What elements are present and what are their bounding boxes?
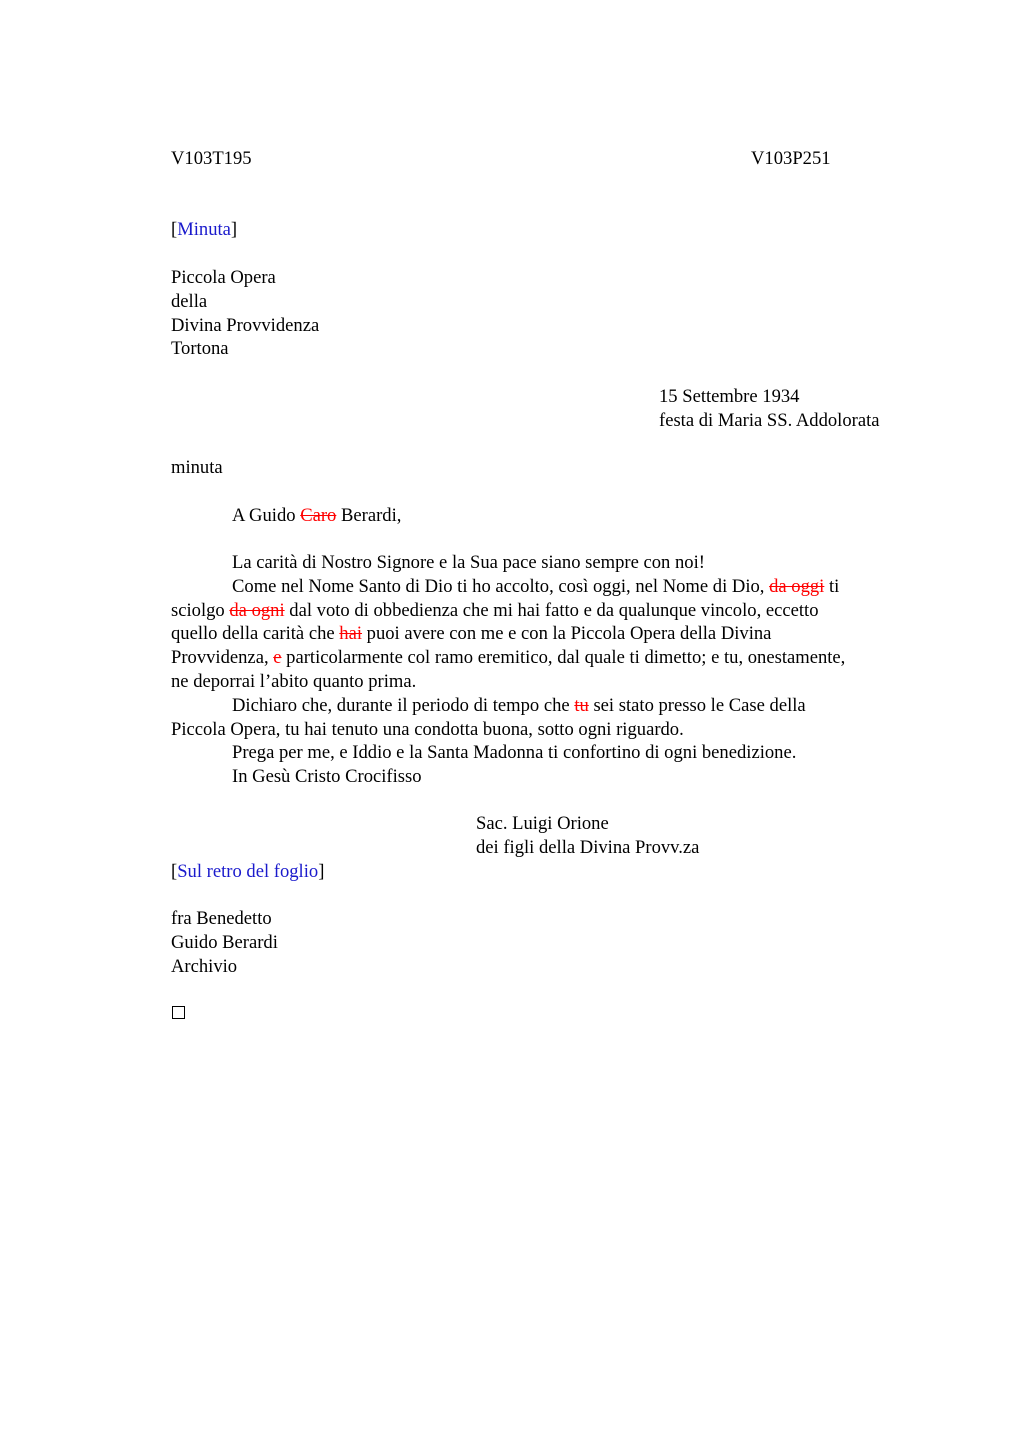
body-text: quello della carità che — [171, 623, 340, 645]
deleted-words: da ogni — [229, 599, 285, 621]
bracket-open: [ — [171, 219, 178, 240]
body-line — [171, 694, 931, 718]
body-text: sciolgo — [171, 599, 230, 621]
signature-name: Sac. Luigi Orione — [476, 813, 609, 834]
deleted-words: da oggi — [769, 575, 825, 597]
body-line — [171, 622, 931, 646]
body-text: sei stato presso le Case della — [588, 694, 806, 716]
date-block — [659, 385, 880, 433]
sender-line: Divina Provvidenza — [171, 314, 320, 336]
minuta-note — [171, 218, 237, 242]
body-text: Provvidenza, — [171, 647, 274, 669]
retro-note — [171, 860, 324, 884]
body-text: particolarmente col ramo eremitico, dal quale ti dimetto; e tu, onestamente, — [281, 647, 846, 669]
feast-line: festa di Maria SS. Addolorata — [659, 409, 880, 431]
minuta-label: minuta — [171, 457, 223, 478]
body-text: puoi avere con me e con la Piccola Opera della Divina — [362, 623, 772, 645]
document-code-right: V103P251 — [751, 148, 831, 169]
date-line: 15 Settembre 1934 — [659, 386, 800, 407]
greeting-line: La carità di Nostro Signore e la Sua pace siano sempre con noi! — [232, 552, 705, 573]
letter-body — [171, 551, 931, 789]
deleted-word: Caro — [300, 505, 337, 526]
sender-line: della — [171, 290, 208, 312]
retro-line: Archivio — [171, 955, 238, 977]
signature-title: dei figli della Divina Provv.za — [476, 836, 700, 858]
retro-note-text: Sul retro del foglio — [177, 861, 319, 882]
sender-line: Tortona — [171, 338, 229, 360]
deleted-word: tu — [574, 694, 589, 716]
salutation-text: Berardi, — [336, 505, 402, 526]
bracket-close: ] — [318, 861, 325, 882]
sender-line: Piccola Opera — [171, 267, 276, 288]
body-text: dal voto di obbedienza che mi hai fatto e da qualunque vincolo, eccetto — [284, 599, 819, 621]
body-text: Come nel Nome Santo di Dio ti ho accolto, così oggi, nel Nome di Dio, — [232, 575, 770, 597]
body-line — [171, 599, 931, 623]
deleted-word: e — [273, 647, 282, 669]
document-code-left: V103T195 — [171, 148, 252, 169]
body-line: Prega per me, e Iddio e la Santa Madonna ti confortino di ogni benedizione. — [232, 742, 797, 764]
body-line: ne deporrai l’abito quanto prima. — [171, 670, 417, 692]
bracket-open: [ — [171, 861, 178, 882]
body-line — [171, 575, 931, 599]
retro-line: Guido Berardi — [171, 931, 278, 953]
closing-line: In Gesù Cristo Crocifisso — [232, 766, 422, 788]
body-line — [171, 646, 931, 670]
minuta-note-text: Minuta — [177, 219, 231, 240]
empty-square-icon — [172, 1006, 185, 1019]
body-text: Dichiaro che, durante il periodo di tempo che — [232, 694, 575, 716]
retro-line: fra Benedetto — [171, 908, 272, 929]
salutation-text: A Guido — [232, 505, 301, 526]
deleted-word: hai — [339, 623, 363, 645]
retro-block — [171, 907, 278, 978]
signature-block — [476, 812, 699, 860]
salutation — [232, 504, 401, 528]
body-line: Piccola Opera, tu hai tenuto una condotta buona, sotto ogni riguardo. — [171, 718, 684, 740]
body-text: ti — [824, 575, 840, 597]
bracket-close: ] — [230, 219, 238, 240]
sender-block — [171, 266, 319, 361]
